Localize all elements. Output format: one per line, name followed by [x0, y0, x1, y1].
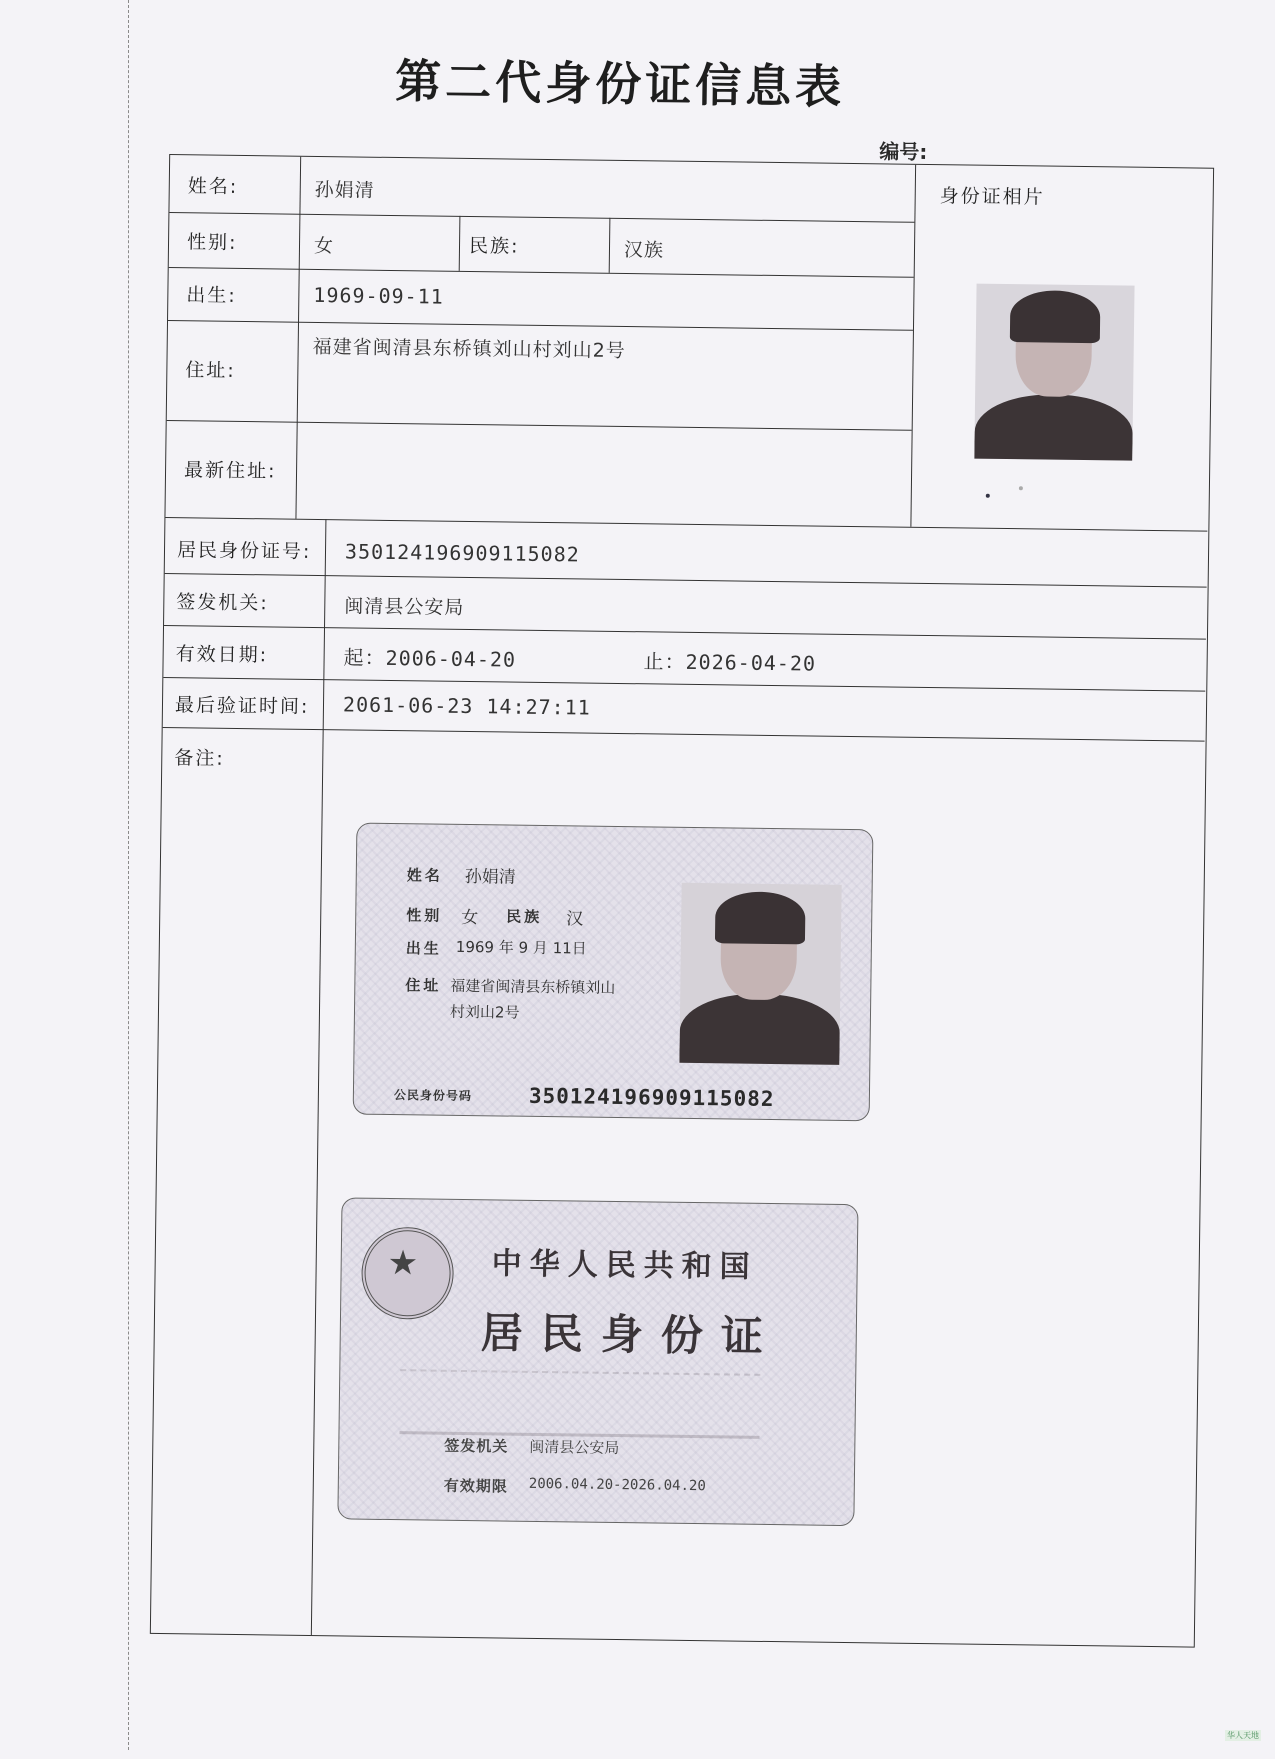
- info-table: [150, 154, 1214, 1648]
- card-front-photo: [679, 883, 841, 1065]
- gender-value: 女: [313, 234, 335, 258]
- id-card-back-scan: [337, 1197, 858, 1526]
- card-id-value: 350124196909115082: [528, 1083, 775, 1112]
- name-value: 孙娟清: [314, 178, 375, 202]
- gender-label: 性别:: [186, 231, 238, 254]
- card-name-label: 姓名: [406, 866, 443, 885]
- issuing-authority-label: 签发机关:: [176, 591, 269, 615]
- card-birth-value: 1969 年 9 月 11日: [455, 937, 587, 958]
- birth-label: 出生:: [186, 284, 237, 307]
- card-gender-value: 女: [461, 907, 479, 929]
- validity-end: 止：2026-04-20: [643, 649, 817, 676]
- card-country: 中华人民共和国: [491, 1246, 758, 1285]
- id-number-value: 350124196909115082: [344, 539, 580, 567]
- card-authority-value: 闽清县公安局: [529, 1437, 620, 1458]
- name-label: 姓名:: [187, 175, 239, 198]
- photo-label: 身份证相片: [939, 185, 1045, 209]
- address-label: 住址:: [185, 359, 236, 382]
- serial-number-label: 编号:: [879, 139, 928, 164]
- ethnicity-value: 汉族: [623, 239, 665, 262]
- card-validity-value: 2006.04.20-2026.04.20: [528, 1475, 706, 1495]
- last-verified-value: 2061-06-23 14:27:11: [342, 692, 591, 720]
- last-verified-label: 最后验证时间:: [174, 694, 310, 718]
- validity-label: 有效日期:: [175, 643, 269, 667]
- card-address-label: 住址: [405, 976, 442, 995]
- card-address-line2: 村刘山2号: [449, 1002, 520, 1022]
- card-id-label: 公民身份号码: [393, 1088, 473, 1104]
- card-title: 居民身份证: [480, 1308, 782, 1362]
- address-value: 福建省闽清县东桥镇刘山村刘山2号: [312, 335, 626, 363]
- card-ethnicity-value: 汉: [566, 909, 584, 930]
- id-number-label: 居民身份证号:: [176, 539, 312, 563]
- card-gender-label: 性别: [406, 906, 443, 925]
- national-emblem-icon: ★: [361, 1227, 454, 1320]
- portrait-photo: [974, 284, 1134, 461]
- card-validity-label: 有效期限: [443, 1476, 508, 1496]
- validity-start: 起：2006-04-20: [343, 645, 517, 672]
- remarks-label: 备注:: [174, 747, 225, 770]
- card-authority-label: 签发机关: [444, 1436, 509, 1456]
- page-title: 第二代身份证信息表: [394, 53, 846, 114]
- card-ethnicity-label: 民族: [506, 907, 543, 926]
- new-address-label: 最新住址:: [183, 459, 277, 483]
- watermark: 华人天地: [1227, 1731, 1259, 1740]
- card-birth-label: 出生: [405, 939, 442, 958]
- issuing-authority-value: 闽清县公安局: [344, 595, 465, 619]
- great-wall-graphic: [399, 1369, 760, 1439]
- card-name-value: 孙娟清: [464, 866, 516, 888]
- id-card-front-scan: [353, 823, 874, 1122]
- ethnicity-label: 民族:: [468, 234, 520, 258]
- card-address-line1: 福建省闽清县东桥镇刘山: [450, 976, 616, 997]
- birth-value: 1969-09-11: [313, 282, 444, 309]
